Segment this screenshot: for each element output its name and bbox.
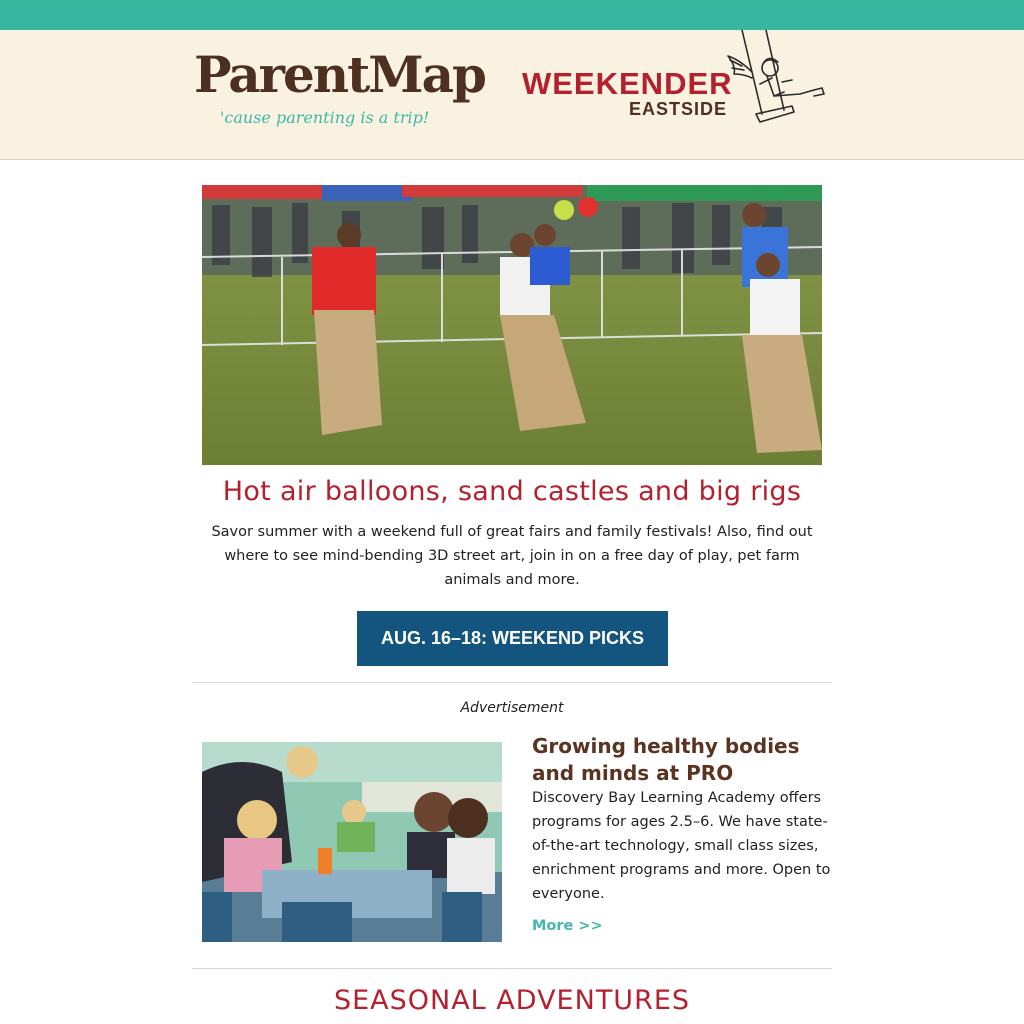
classroom-photo [202, 742, 502, 942]
sack-race-photo [202, 185, 822, 465]
hero-description: Savor summer with a weekend full of great fairs and family festivals! Also, find out where to see mind-bending 3D street art, join in on a free day of play, pet farm animals and more. [211, 524, 813, 588]
seasonal-adventures-heading: SEASONAL ADVENTURES [333, 985, 691, 1016]
ad-image[interactable] [202, 742, 502, 942]
divider [192, 682, 832, 683]
hero-headline[interactable]: Hot air balloons, sand castles and big rigs [222, 476, 802, 507]
ad-title[interactable]: Growing healthy bodies and minds at PRO [532, 734, 800, 785]
parentmap-logo[interactable]: ParentMap [194, 45, 485, 104]
ad-body: Discovery Bay Learning Academy offers programs for ages 2.5–6. We have state-of-the-art technology, small class sizes, enrichment programs and more. Open to everyone. [532, 790, 831, 902]
hero-image[interactable] [202, 185, 822, 465]
logo-tagline: 'cause parenting is a trip! [220, 108, 430, 127]
advertisement-label: Advertisement [460, 700, 564, 716]
top-color-bar [0, 0, 1024, 30]
ad-more-link[interactable]: More >> [532, 918, 603, 934]
weekender-subtitle: EASTSIDE [629, 99, 728, 119]
child-swing-icon [722, 30, 834, 130]
weekender-title: WEEKENDER [522, 66, 733, 101]
weekend-picks-button[interactable]: AUG. 16–18: WEEKEND PICKS [357, 611, 668, 666]
masthead [0, 30, 1024, 160]
divider [192, 968, 832, 969]
